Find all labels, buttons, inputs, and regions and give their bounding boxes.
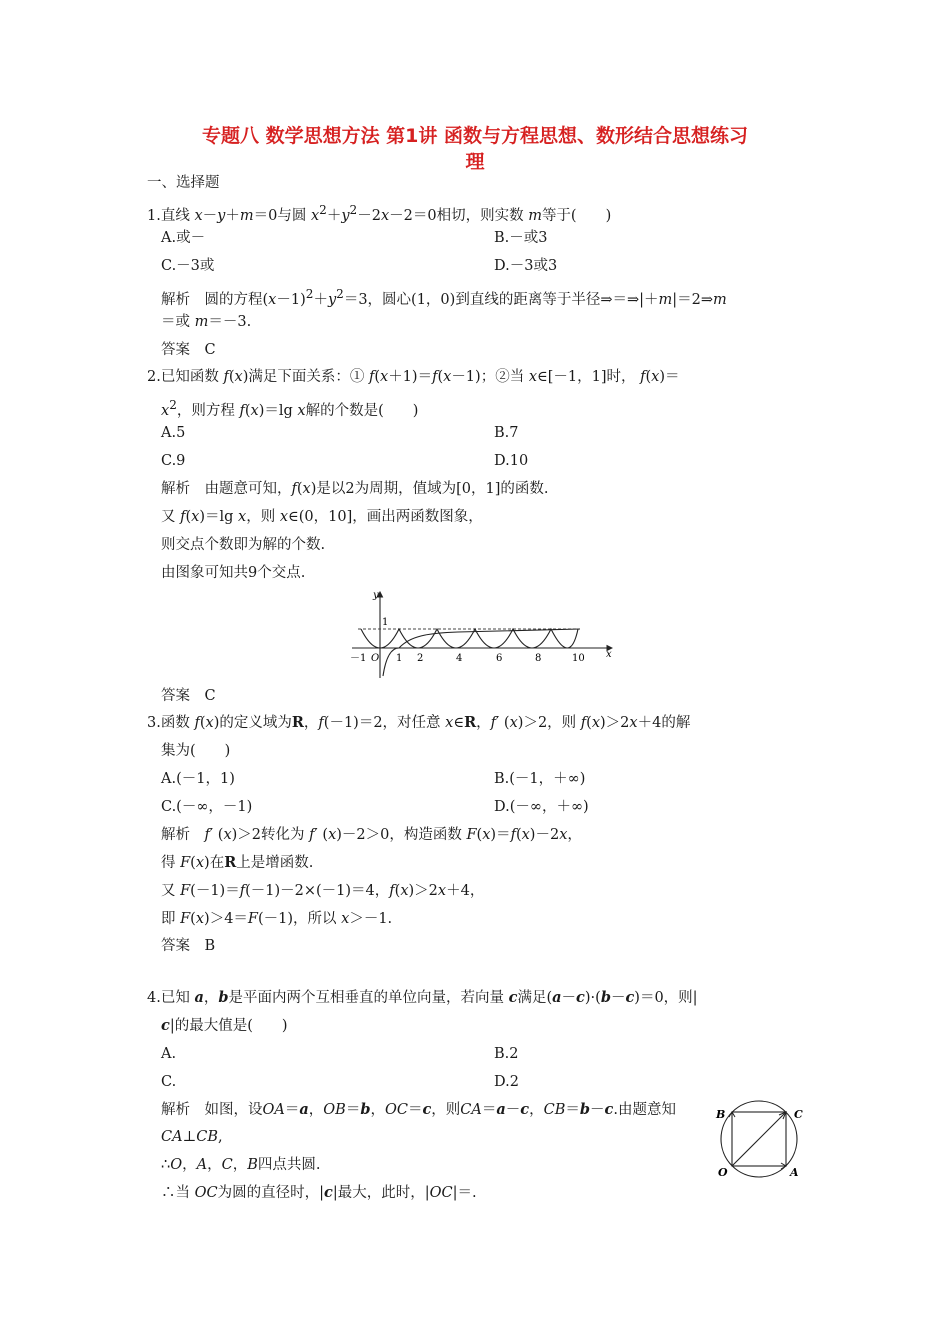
- x-tick-label-4: 4: [456, 653, 463, 664]
- q3-option-b: B.(－1，＋∞): [494, 771, 586, 787]
- q2-analysis-4: 由图象可知共9个交点.: [161, 565, 306, 581]
- q1-analysis: 解析 圆的方程$(x-1)^2+y^2=3$，圆心(1，0)到直线的距离等于半径⇒＝⇒|＋m|＝2⇒m: [161, 287, 727, 308]
- q4-option-a: A.: [161, 1046, 177, 1062]
- log-function-curve: [383, 629, 580, 676]
- q2-answer: 答案 C: [161, 688, 216, 704]
- q4-option-d: D.2: [494, 1074, 519, 1090]
- q4-option-c: C.: [161, 1074, 177, 1090]
- q4-analysis-4: ∴当 OC为圆的直径时，|c|最大，此时，|OC|＝.: [161, 1184, 477, 1201]
- x-tick-label-10: 10: [572, 653, 585, 664]
- q1-analysis-cont: ＝或 m＝－3.: [161, 314, 252, 330]
- q4-stem: 4.已知 a，b是平面内两个互相垂直的单位向量，若向量 c满足(a－c)·(b－c)＝0，则|: [147, 989, 698, 1006]
- q3-answer: 答案 B: [161, 938, 216, 954]
- q4-analysis-3: ∴O，A，C，B四点共圆.: [161, 1157, 321, 1173]
- point-label-b: B: [716, 1108, 726, 1121]
- q2-analysis-3: 则交点个数即为解的个数.: [161, 537, 326, 553]
- q2-stem: 2.已知函数 f(x)满足下面关系：① f(x＋1)＝f(x－1)；②当 x∈[－1，1]时， f(x)＝: [147, 369, 680, 385]
- function-graph-figure: [348, 588, 620, 680]
- diagonal-oc: [732, 1112, 786, 1166]
- q3-option-a: A.(－1，1): [161, 771, 235, 787]
- q3-analysis-1: 解析 f′ (x)＞2转化为 f′ (x)－2＞0，构造函数 F(x)＝f(x)－2x，: [161, 827, 582, 843]
- q2-option-b: B.7: [494, 425, 519, 441]
- q3-option-c: C.(－∞，－1): [161, 799, 253, 815]
- document-title-line1: 专题八 数学思想方法 第1讲 函数与方程思想、数形结合思想练习: [201, 125, 749, 147]
- q2-option-c: C.9: [161, 453, 186, 469]
- q2-option-a: A.5: [161, 425, 186, 441]
- q2-analysis-2: 又 f(x)＝lg x，则 x∈(0，10]，画出两函数图象，: [161, 509, 483, 525]
- q3-analysis-3: 又 F(－1)＝f(－1)－2×(－1)＝4，f(x)＞2x＋4，: [161, 883, 485, 899]
- q1-stem: 1.直线 x－y＋m＝0与圆 $x^2+y^2-2x-2=0$相切，则实数 m等于( ): [147, 203, 612, 224]
- q2-stem-cont: $x^2$，则方程 f(x)＝lg x解的个数是( ): [161, 398, 419, 419]
- q4-analysis-1: 解析 如图，设OA＝a，OB＝b，OC＝c，则CA＝a－c，CB＝b－c.由题意知: [161, 1101, 676, 1118]
- x-tick-label-neg1: －1: [350, 653, 367, 664]
- point-label-c: C: [794, 1108, 803, 1121]
- x-tick-label-8: 8: [535, 653, 542, 664]
- y-tick-label-1: 1: [382, 617, 389, 628]
- x-axis-label: x: [606, 649, 612, 660]
- x-tick-label-2: 2: [417, 653, 424, 664]
- q1-answer: 答案 C: [161, 342, 216, 358]
- section-heading: 一、选择题: [147, 175, 220, 191]
- q1-option-b: B.－或3: [494, 230, 548, 246]
- circle-vector-figure: [710, 1098, 810, 1182]
- q1-option-d: D.－3或3: [494, 258, 558, 274]
- q3-stem-cont: 集为( ): [161, 743, 231, 759]
- q4-analysis-2: CA⊥CB,: [161, 1129, 223, 1145]
- q3-analysis-4: 即 F(x)＞4＝F(－1)，所以 x＞－1.: [161, 911, 393, 927]
- x-tick-label-6: 6: [496, 653, 503, 664]
- q2-option-d: D.10: [494, 453, 529, 469]
- q3-analysis-2: 得 F(x)在R上是增函数.: [161, 854, 314, 871]
- q4-option-b: B.2: [494, 1046, 519, 1062]
- point-label-o: O: [718, 1166, 728, 1179]
- q3-stem: 3.函数 f(x)的定义域为R，f(－1)＝2，对任意 x∈R，f′ (x)＞2，则 f(x)＞2x＋4的解: [147, 714, 691, 731]
- x-tick-label-1: 1: [396, 653, 403, 664]
- q1-option-a: A.或－: [161, 230, 206, 246]
- y-axis-label: y: [373, 590, 379, 601]
- q3-option-d: D.(－∞，＋∞): [494, 799, 589, 815]
- q1-option-c: C.－3或: [161, 258, 215, 274]
- q4-stem-cont: c|的最大值是( ): [161, 1017, 288, 1034]
- document-title-line2: 理: [465, 151, 485, 173]
- point-label-a: A: [790, 1166, 799, 1179]
- origin-label: O: [371, 653, 380, 664]
- q2-analysis-1: 解析 由题意可知，f(x)是以2为周期，值域为[0，1]的函数.: [161, 481, 549, 497]
